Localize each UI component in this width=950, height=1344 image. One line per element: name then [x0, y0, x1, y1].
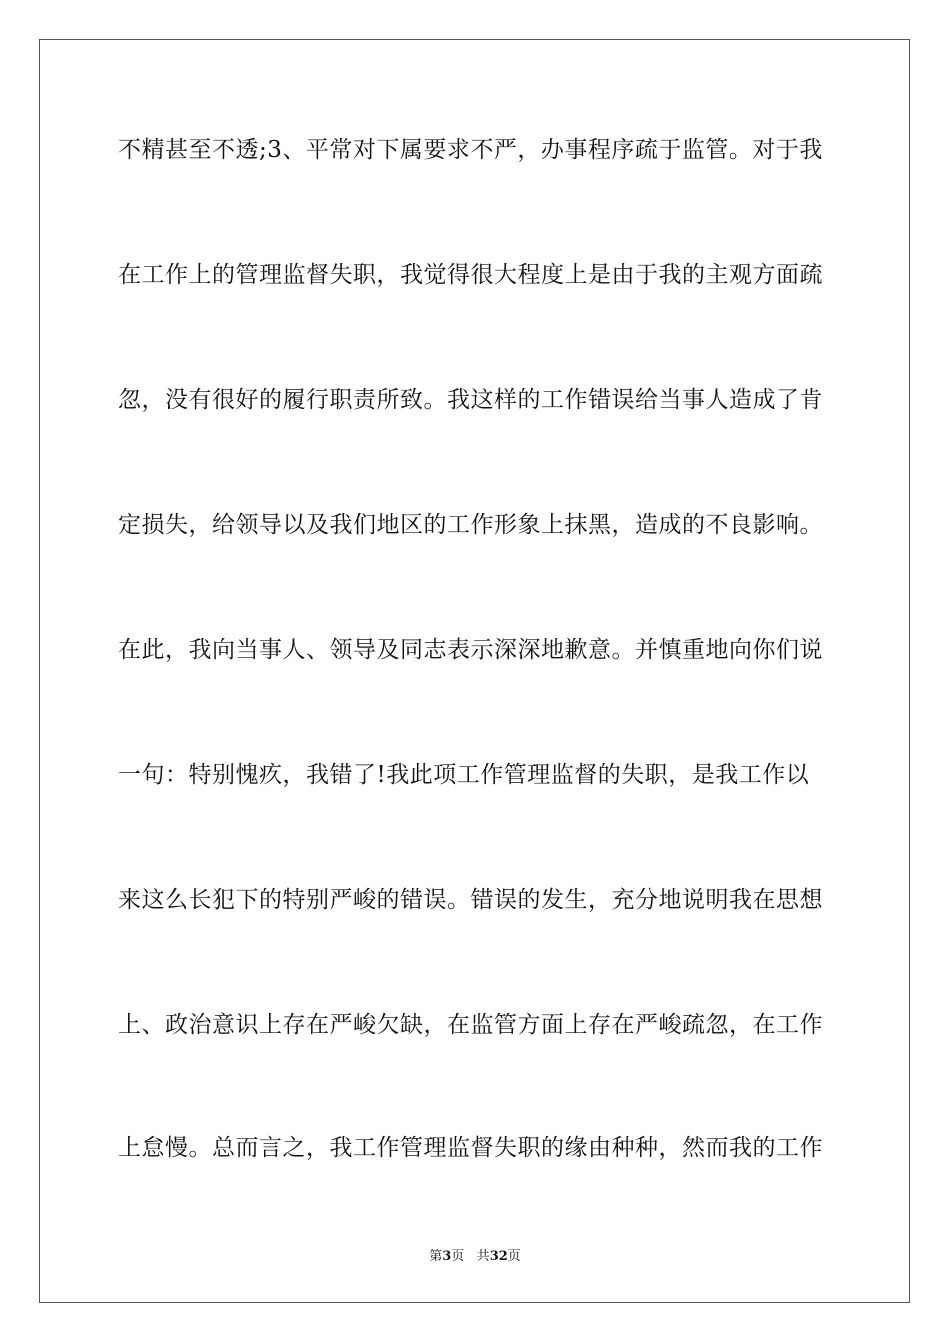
text-line-9: 上怠慢。总而言之，我工作管理监督失职的缘由种种，然而我的工作 — [118, 1135, 823, 1161]
text-line-7: 来这么长犯下的特别严峻的错误。错误的发生，充分地说明我在思想 — [118, 887, 823, 913]
page-label-prefix: 第 — [429, 1249, 443, 1264]
text-line-4: 定损失，给领导以及我们地区的工作形象上抹黑，造成的不良影响。 — [118, 512, 823, 538]
page-label-suffix: 页 — [451, 1249, 465, 1264]
total-label-suffix: 页 — [507, 1249, 521, 1264]
total-pages: 32 — [489, 1249, 508, 1264]
page-number: 3 — [442, 1249, 452, 1264]
total-label-prefix: 共 — [476, 1249, 490, 1264]
text-line-5: 在此，我向当事人、领导及同志表示深深地歉意。并慎重地向你们说 — [118, 637, 823, 663]
text-line-8: 上、政治意识上存在严峻欠缺，在监管方面上存在严峻疏忽，在工作 — [118, 1012, 823, 1038]
text-line-3: 忽，没有很好的履行职责所致。我这样的工作错误给当事人造成了肯 — [118, 387, 823, 413]
page-border — [39, 39, 910, 1303]
page-footer — [0, 1249, 950, 1265]
text-line-2: 在工作上的管理监督失职，我觉得很大程度上是由于我的主观方面疏 — [118, 262, 823, 288]
text-line-1: 不精甚至不透;3、平常对下属要求不严，办事程序疏于监管。对于我 — [118, 137, 823, 163]
text-line-6: 一句：特别愧疚，我错了!我此项工作管理监督的失职，是我工作以 — [118, 762, 810, 788]
